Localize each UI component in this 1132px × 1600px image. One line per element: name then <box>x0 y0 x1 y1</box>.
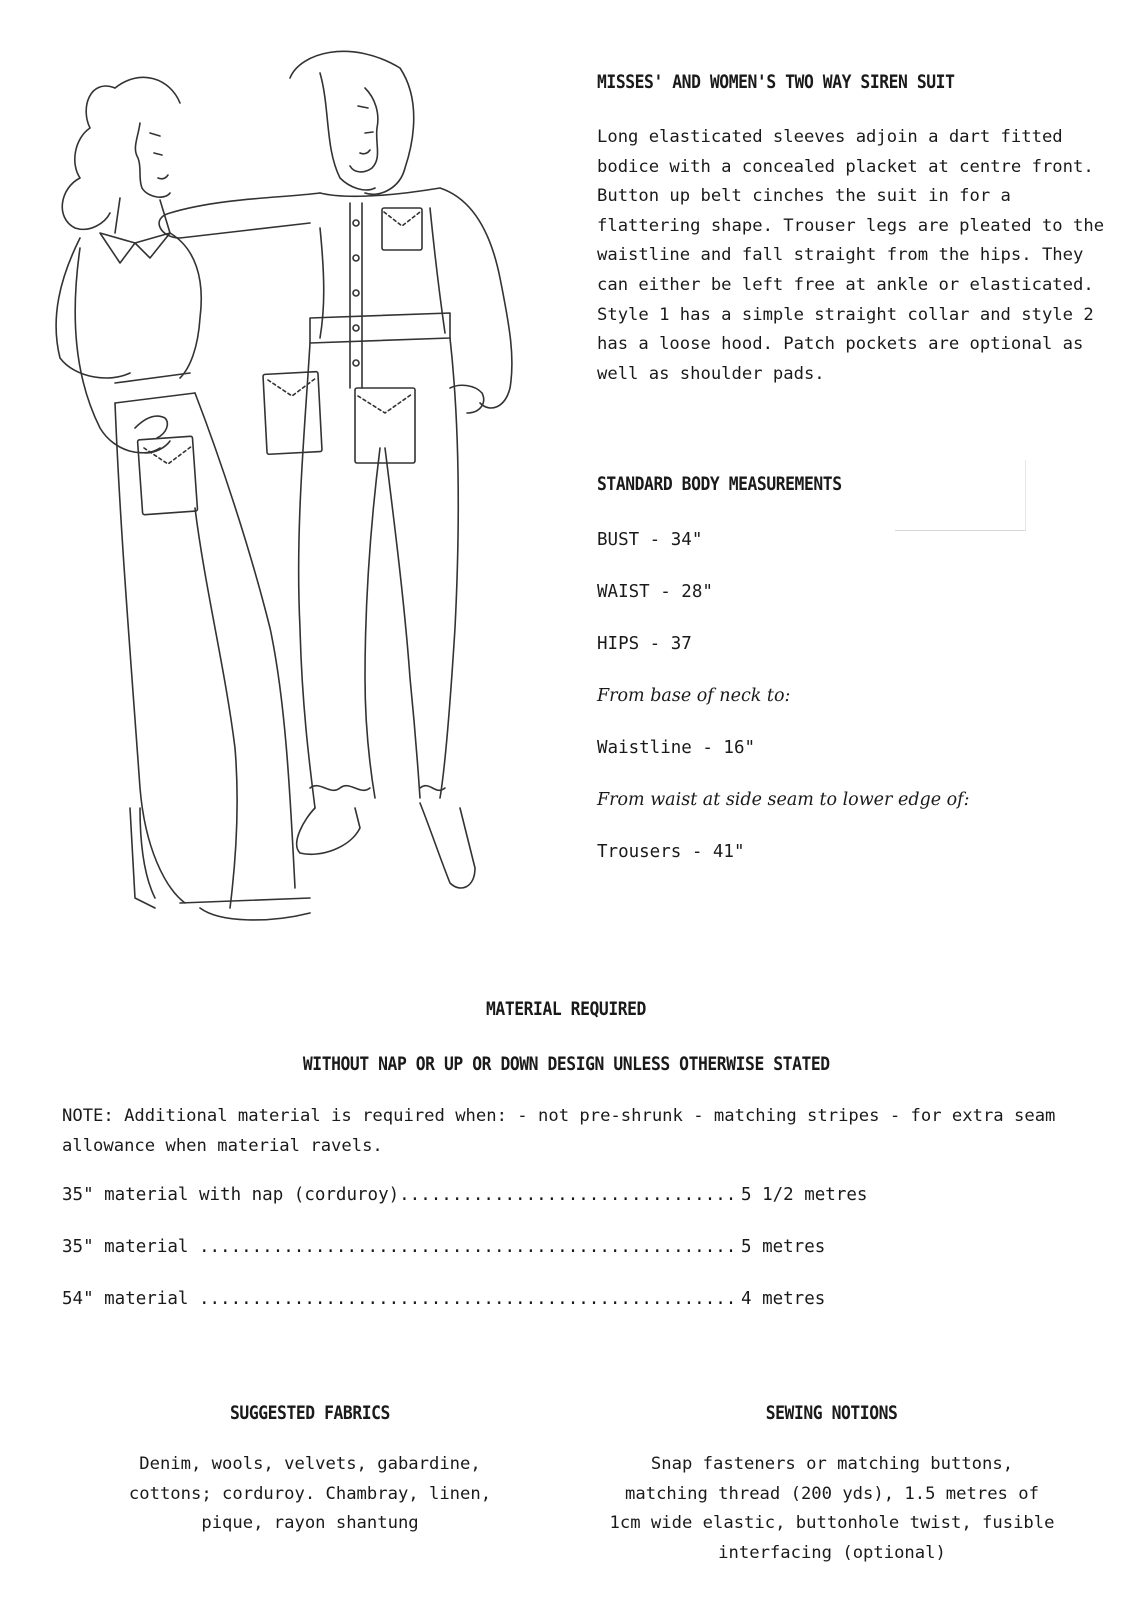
material-row-label: 35" material with nap (corduroy)................................ <box>62 1185 737 1205</box>
measurements-heading: STANDARD BODY MEASUREMENTS <box>597 473 842 495</box>
material-subheading <box>0 1053 1132 1075</box>
pattern-description <box>597 123 1117 389</box>
fabrics-list <box>110 1450 510 1539</box>
material-row-label: 35" material ................................................... <box>62 1237 737 1257</box>
fabrics-line: cottons; corduroy. Chambray, linen, <box>128 1483 492 1504</box>
trousers-measurement: Trousers - 41" <box>597 842 745 862</box>
waistline-measurement: Waistline - 16" <box>597 738 756 758</box>
material-row-amount: 4 metres <box>741 1289 826 1309</box>
notions-heading <box>652 1402 1012 1424</box>
material-heading <box>0 998 1132 1020</box>
material-row-label: 54" material ................................................... <box>62 1289 737 1309</box>
waist-measurement: WAIST - 28" <box>597 582 713 602</box>
note-line: allowance when material ravels. <box>62 1135 383 1156</box>
notions-line: matching thread (200 yds), 1.5 metres of <box>625 1483 1039 1504</box>
notions-heading-text: SEWING NOTIONS <box>766 1402 898 1424</box>
material-row <box>62 1185 868 1205</box>
material-row-amount: 5 1/2 metres <box>741 1185 868 1205</box>
material-row-amount: 5 metres <box>741 1237 826 1257</box>
description-line: has a loose hood. Patch pockets are optional as <box>597 334 1084 355</box>
fabrics-line: Denim, wools, velvets, gabardine, <box>139 1454 481 1474</box>
fabrics-line: pique, rayon shantung <box>201 1513 419 1534</box>
notions-list <box>597 1450 1067 1568</box>
description-line: Style 1 has a simple straight collar and style 2 <box>597 304 1094 325</box>
neck-label: From base of neck to: <box>597 686 791 706</box>
description-line: Long elasticated sleeves adjoin a dart fitted <box>597 127 1063 147</box>
right-figure-drawing <box>159 51 512 888</box>
description-line: bodice with a concealed placket at centre front. <box>597 156 1094 177</box>
fabrics-heading-text: SUGGESTED FABRICS <box>230 1402 390 1424</box>
notions-line: Snap fasteners or matching buttons, <box>650 1454 1014 1474</box>
bust-measurement: BUST - 34" <box>597 530 703 550</box>
material-heading-text: MATERIAL REQUIRED <box>486 998 646 1020</box>
material-row <box>62 1289 826 1309</box>
fabrics-heading <box>130 1402 490 1424</box>
description-line: flattering shape. Trouser legs are pleated to the <box>597 215 1105 236</box>
note-line: NOTE: Additional material is required when: - not pre-shrunk - matching stripes - for extra seam <box>62 1106 1056 1126</box>
description-line: waistline and fall straight from the hips. They <box>597 245 1084 266</box>
material-row <box>62 1237 826 1257</box>
notions-line: interfacing (optional) <box>718 1542 946 1563</box>
material-subheading-text: WITHOUT NAP OR UP OR DOWN DESIGN UNLESS OTHERWISE STATED <box>302 1053 830 1075</box>
waist-seam-label: From waist at side seam to lower edge of: <box>597 790 970 810</box>
material-note <box>62 1102 1062 1161</box>
siren-suit-illustration <box>20 28 580 948</box>
hips-measurement: HIPS - 37 <box>597 634 692 654</box>
scan-smudge <box>895 460 1026 531</box>
description-line: Button up belt cinches the suit in for a <box>597 186 1011 207</box>
description-line: can either be left free at ankle or elasticated. <box>597 274 1094 295</box>
left-figure-drawing <box>56 77 310 920</box>
description-line: well as shoulder pads. <box>597 363 825 384</box>
notions-line: 1cm wide elastic, buttonhole twist, fusible <box>609 1513 1055 1534</box>
pattern-title: MISSES' AND WOMEN'S TWO WAY SIREN SUIT <box>597 71 955 93</box>
